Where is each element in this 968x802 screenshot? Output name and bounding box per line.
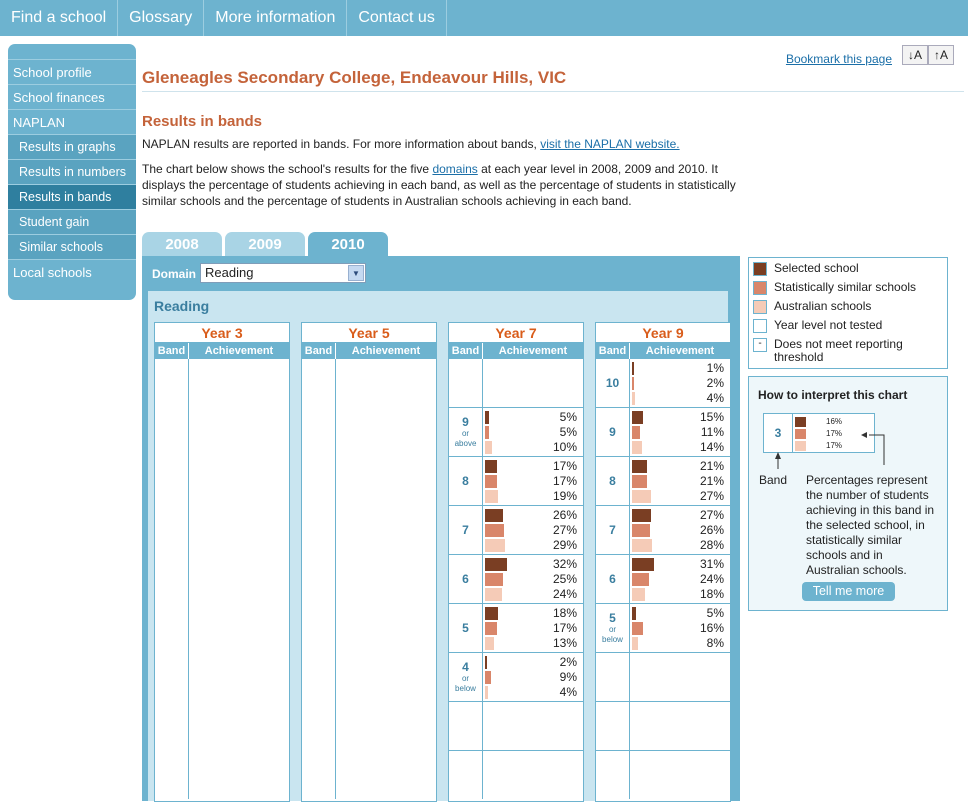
bar-selected-school xyxy=(485,558,507,571)
bar-selected-school xyxy=(485,656,487,669)
pct-similar-schools: 9% xyxy=(559,670,577,684)
example-pct-similar: 17% xyxy=(826,429,843,438)
domains-link[interactable]: domains xyxy=(432,162,478,176)
naplan-website-link[interactable]: visit the NAPLAN website. xyxy=(540,137,680,151)
bar-similar-schools xyxy=(485,622,497,635)
example-pct-selected: 16% xyxy=(826,417,843,426)
bar-similar-schools xyxy=(485,475,497,488)
nav-glossary[interactable]: Glossary xyxy=(118,0,204,36)
band-row xyxy=(449,408,583,457)
column-header xyxy=(155,343,289,359)
legend-swatch-not-tested xyxy=(753,319,767,333)
tab-2010[interactable]: 2010 xyxy=(308,232,388,257)
band-label xyxy=(449,555,482,603)
tab-2009[interactable]: 2009 xyxy=(225,232,305,257)
band-row xyxy=(596,408,730,457)
year-column-title: Year 9 xyxy=(596,323,730,343)
band-number: 7 xyxy=(462,523,469,537)
tell-me-more-button[interactable]: Tell me more xyxy=(802,582,895,601)
intro-text-1: NAPLAN results are reported in bands. For more information about bands, xyxy=(142,137,541,151)
legend-label: Statistically similar schools xyxy=(774,280,917,294)
pct-similar-schools: 24% xyxy=(699,572,724,586)
band-row xyxy=(449,653,583,702)
pct-similar-schools: 25% xyxy=(552,572,577,586)
intro-text-2a: The chart below shows the school's results for the five xyxy=(142,162,433,176)
section-title: Results in bands xyxy=(142,113,263,130)
band-header: Band xyxy=(155,343,189,359)
pct-similar-schools: 17% xyxy=(552,621,577,635)
pct-australian-schools: 4% xyxy=(559,685,577,699)
legend-label: Selected school xyxy=(774,261,859,275)
band-row xyxy=(596,653,730,702)
band-divider xyxy=(188,359,189,799)
pct-australian-schools: 4% xyxy=(706,391,724,405)
legend-item xyxy=(753,300,943,319)
band-label xyxy=(596,457,629,505)
band-number: 4 xyxy=(462,660,469,674)
legend-item xyxy=(753,262,943,281)
column-header xyxy=(449,343,583,359)
how-to-interpret-box xyxy=(748,376,948,611)
band-label xyxy=(449,408,482,456)
band-number: 9 xyxy=(609,425,616,439)
pct-similar-schools: 26% xyxy=(699,523,724,537)
intro-text-2b: at each year level in 2008, 2009 and 2010. It displays the percentage of students achieving in each band, as well as the percentage of students in statistically similar schools and the percentage of students in Australian schools achieving in each band. xyxy=(142,162,736,208)
bar-similar-schools xyxy=(632,475,647,488)
legend-swatch-similar xyxy=(753,281,767,295)
band-number: 8 xyxy=(609,474,616,488)
pct-similar-schools: 16% xyxy=(699,621,724,635)
bar-australian-schools xyxy=(485,539,505,552)
bar-similar-schools xyxy=(485,524,504,537)
page-tools xyxy=(786,44,954,66)
bar-selected-school xyxy=(632,607,636,620)
band-row xyxy=(449,457,583,506)
band-row xyxy=(596,359,730,408)
font-larger-button[interactable]: ↑A xyxy=(928,45,954,65)
band-label xyxy=(449,604,482,652)
tab-2008[interactable]: 2008 xyxy=(142,232,222,257)
band-divider xyxy=(335,359,336,799)
bar-similar-schools xyxy=(485,671,491,684)
bar-selected-school xyxy=(485,460,497,473)
pct-australian-schools: 13% xyxy=(552,636,577,650)
band-number: 6 xyxy=(609,572,616,586)
bar-selected-school xyxy=(632,558,654,571)
bar-selected-school xyxy=(485,607,498,620)
bar-similar-schools xyxy=(632,573,649,586)
band-number: 5 xyxy=(462,621,469,635)
pct-similar-schools: 5% xyxy=(559,425,577,439)
achievement-header: Achievement xyxy=(204,345,274,357)
legend-label: Year level not tested xyxy=(774,318,883,332)
band-label xyxy=(449,457,482,505)
legend-label: Australian schools xyxy=(774,299,872,313)
domain-select[interactable] xyxy=(200,263,366,283)
chart-title: Reading xyxy=(154,298,210,314)
legend-item xyxy=(753,319,943,338)
band-number: 7 xyxy=(609,523,616,537)
band-label xyxy=(596,604,629,652)
year-column-title: Year 3 xyxy=(155,323,289,343)
sidebar-item-student-gain[interactable]: Student gain xyxy=(8,209,136,234)
band-number: 6 xyxy=(462,572,469,586)
pct-similar-schools: 11% xyxy=(700,425,724,439)
bar-similar-schools xyxy=(632,622,643,635)
band-row xyxy=(449,506,583,555)
column-header xyxy=(302,343,436,359)
legend xyxy=(748,257,948,369)
achievement-header: Achievement xyxy=(498,345,568,357)
pct-australian-schools: 18% xyxy=(699,587,724,601)
achievement-header: Achievement xyxy=(351,345,421,357)
bar-australian-schools xyxy=(632,490,651,503)
bar-australian-schools xyxy=(485,588,502,601)
band-label xyxy=(596,408,629,456)
band-row xyxy=(449,359,583,408)
intro-paragraph-1 xyxy=(142,137,742,152)
band-row xyxy=(596,457,730,506)
band-number: 5 xyxy=(609,611,616,625)
bar-similar-schools xyxy=(632,426,640,439)
bar-australian-schools xyxy=(632,539,652,552)
sidebar xyxy=(8,44,136,300)
sidebar-item-results-in-numbers[interactable]: Results in numbers xyxy=(8,159,136,184)
legend-swatch-selected xyxy=(753,262,767,276)
bar-similar-schools xyxy=(485,573,503,586)
pct-selected-school: 1% xyxy=(706,361,724,375)
domain-selected-value: Reading xyxy=(205,265,254,280)
sidebar-item-results-in-graphs[interactable]: Results in graphs xyxy=(8,134,136,159)
sidebar-item-results-in-bands[interactable]: Results in bands xyxy=(8,184,136,209)
column-header xyxy=(596,343,730,359)
pct-selected-school: 31% xyxy=(699,557,724,571)
bar-selected-school xyxy=(485,509,503,522)
band-row xyxy=(596,555,730,604)
sidebar-item-naplan[interactable]: NAPLAN xyxy=(8,109,136,134)
band-header: Band xyxy=(302,343,336,359)
pct-australian-schools: 14% xyxy=(699,440,724,454)
title-divider xyxy=(142,91,964,92)
pct-selected-school: 32% xyxy=(552,557,577,571)
band-row xyxy=(596,506,730,555)
band-row xyxy=(449,604,583,653)
band-header: Band xyxy=(449,343,483,359)
sidebar-item-similar-schools[interactable]: Similar schools xyxy=(8,234,136,259)
pct-selected-school: 15% xyxy=(699,410,724,424)
band-number: 8 xyxy=(462,474,469,488)
chevron-down-icon[interactable]: ▼ xyxy=(348,265,364,281)
pct-similar-schools: 17% xyxy=(552,474,577,488)
pct-similar-schools: 2% xyxy=(706,376,724,390)
band-label xyxy=(596,555,629,603)
band-header: Band xyxy=(596,343,630,359)
bar-australian-schools xyxy=(485,686,488,699)
bar-australian-schools xyxy=(485,637,494,650)
pct-selected-school: 2% xyxy=(559,655,577,669)
bar-selected-school xyxy=(632,411,643,424)
legend-item xyxy=(753,281,943,300)
nav-more-information[interactable]: More information xyxy=(204,0,347,36)
pct-australian-schools: 10% xyxy=(552,440,577,454)
pct-australian-schools: 8% xyxy=(706,636,724,650)
year-column-title: Year 7 xyxy=(449,323,583,343)
nav-find-a-school[interactable]: Find a school xyxy=(0,0,118,36)
intro-paragraph-2 xyxy=(142,161,742,209)
sidebar-item-local-schools[interactable]: Local schools xyxy=(8,259,136,284)
bar-australian-schools xyxy=(632,588,645,601)
sidebar-item-school-finances[interactable]: School finances xyxy=(8,84,136,109)
pct-selected-school: 5% xyxy=(706,606,724,620)
band-row xyxy=(449,555,583,604)
pct-similar-schools: 27% xyxy=(552,523,577,537)
pct-selected-school: 5% xyxy=(559,410,577,424)
bar-australian-schools xyxy=(485,441,492,454)
band-qualifier: or above xyxy=(454,429,477,448)
year-tabs xyxy=(142,232,391,257)
pct-selected-school: 21% xyxy=(699,459,724,473)
pct-selected-school: 17% xyxy=(552,459,577,473)
legend-label: Does not meet reporting threshold xyxy=(774,337,903,364)
example-band-number: 3 xyxy=(764,414,793,452)
legend-swatch-threshold: - xyxy=(753,338,767,352)
band-label xyxy=(449,653,482,701)
bar-australian-schools xyxy=(632,441,642,454)
achievement-header: Achievement xyxy=(645,345,715,357)
bar-australian-schools xyxy=(632,637,638,650)
bar-similar-schools xyxy=(485,426,489,439)
domain-label: Domain xyxy=(152,267,197,281)
legend-swatch-australian xyxy=(753,300,767,314)
pct-australian-schools: 29% xyxy=(552,538,577,552)
sidebar-item-school-profile[interactable]: School profile xyxy=(8,59,136,84)
legend-item xyxy=(753,338,943,368)
band-qualifier: or below xyxy=(455,674,476,693)
bar-australian-schools xyxy=(632,392,635,405)
nav-contact-us[interactable]: Contact us xyxy=(347,0,446,36)
chart-area xyxy=(148,291,728,801)
band-label xyxy=(596,506,629,554)
bar-selected-school xyxy=(632,509,651,522)
top-navigation xyxy=(0,0,968,36)
band-number: 9 xyxy=(462,415,469,429)
bar-selected-school xyxy=(632,460,647,473)
pct-selected-school: 18% xyxy=(552,606,577,620)
bookmark-link[interactable]: Bookmark this page xyxy=(785,52,892,66)
band-row xyxy=(596,604,730,653)
year-column-year-3 xyxy=(154,322,290,802)
pct-australian-schools: 27% xyxy=(699,489,724,503)
band-qualifier: or below xyxy=(602,625,623,644)
band-label xyxy=(449,506,482,554)
pct-similar-schools: 21% xyxy=(699,474,724,488)
pct-australian-schools: 19% xyxy=(552,489,577,503)
year-column-year-5 xyxy=(301,322,437,802)
band-label xyxy=(596,359,629,407)
example-pct-australian: 17% xyxy=(826,441,843,450)
pct-selected-school: 27% xyxy=(699,508,724,522)
year-column-title: Year 5 xyxy=(302,323,436,343)
year-column-year-7 xyxy=(448,322,584,802)
year-column-year-9 xyxy=(595,322,731,802)
bar-similar-schools xyxy=(632,524,650,537)
pct-selected-school: 26% xyxy=(552,508,577,522)
band-caption: Band xyxy=(759,473,788,487)
pct-australian-schools: 24% xyxy=(552,587,577,601)
font-smaller-button[interactable]: ↓A xyxy=(902,45,928,65)
bar-australian-schools xyxy=(485,490,498,503)
bar-selected-school xyxy=(485,411,489,424)
percentages-caption: Percentages represent the number of students achieving in this band in the selected school, in statistically similar schools and in Australian schools. xyxy=(806,473,935,577)
howto-title: How to interpret this chart xyxy=(758,388,908,402)
bar-selected-school xyxy=(632,362,634,375)
page-title: Gleneagles Secondary College, Endeavour Hills, VIC xyxy=(142,68,567,87)
band-number: 10 xyxy=(605,376,620,390)
pct-australian-schools: 28% xyxy=(699,538,724,552)
chart-panel xyxy=(142,256,740,801)
band-row xyxy=(449,702,583,751)
band-row xyxy=(596,702,730,751)
bar-similar-schools xyxy=(632,377,634,390)
